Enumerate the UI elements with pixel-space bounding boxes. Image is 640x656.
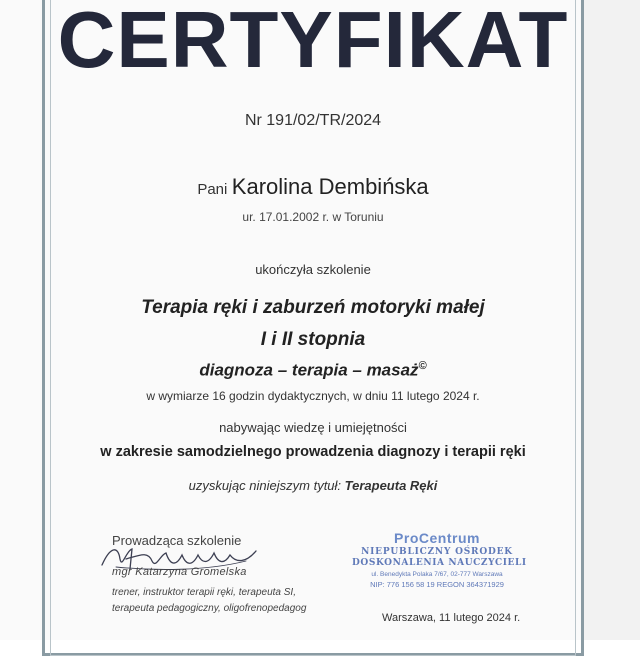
certificate-number: Nr 191/02/TR/2024 [244,112,382,129]
recipient-name: Karolina Dembińska [231,174,429,199]
page-margin [584,0,640,640]
stamp-line2: DOSKONALENIA NAUCZYCIELI [352,558,527,568]
leader-name: mgr Katarzyna Gromelska [112,566,247,578]
course-name-line3 [50,360,576,381]
place-date: Warszawa, 11 lutego 2024 r. [382,612,521,624]
stamp-ids: NIP: 776 156 58 19 REGON 364371929 [370,580,504,589]
leader-role-line: terapeuta pedagogiczny, oligofrenopedagog [112,603,307,614]
organization-stamp [352,530,527,589]
stamp-brand: ProCentrum [394,530,480,546]
copyright-mark: © [418,360,427,372]
recipient-line [50,174,576,200]
course-name-line1: Terapia ręki i zaburzeń motoryki małej [141,297,485,318]
acquiring-text: nabywając wiedzę i umiejętności [219,420,407,435]
leader-label: Prowadząca szkolenie [112,533,242,548]
obtained-title-line [50,478,576,493]
course-subtitle: diagnoza – terapia – masaż [199,360,419,380]
stamp-address: ul. Benedykta Polaka 7/67, 02-777 Warszawa [371,571,503,578]
salutation: Pani [197,181,228,198]
obtained-title: Terapeuta Ręki [344,478,438,493]
course-scope: w zakresie samodzielnego prowadzenia diagnozy i terapii ręki [100,444,526,460]
birth-info: ur. 17.01.2002 r. w Toruniu [242,210,384,224]
certificate-title: CERTYFIKAT [57,0,569,84]
course-name-line2: I i II stopnia [260,329,366,350]
leader-roles [112,585,306,617]
completed-text: ukończyła szkolenie [255,262,371,277]
stamp-line1: NIEPUBLICZNY OŚRODEK [361,547,513,557]
leader-role-line: trener, instruktor terapii ręki, terapeuta SI, [112,587,296,598]
title-prefix: uzyskując niniejszym tytuł: [188,478,345,493]
course-hours: w wymiarze 16 godzin dydaktycznych, w dniu 11 lutego 2024 r. [146,389,480,403]
